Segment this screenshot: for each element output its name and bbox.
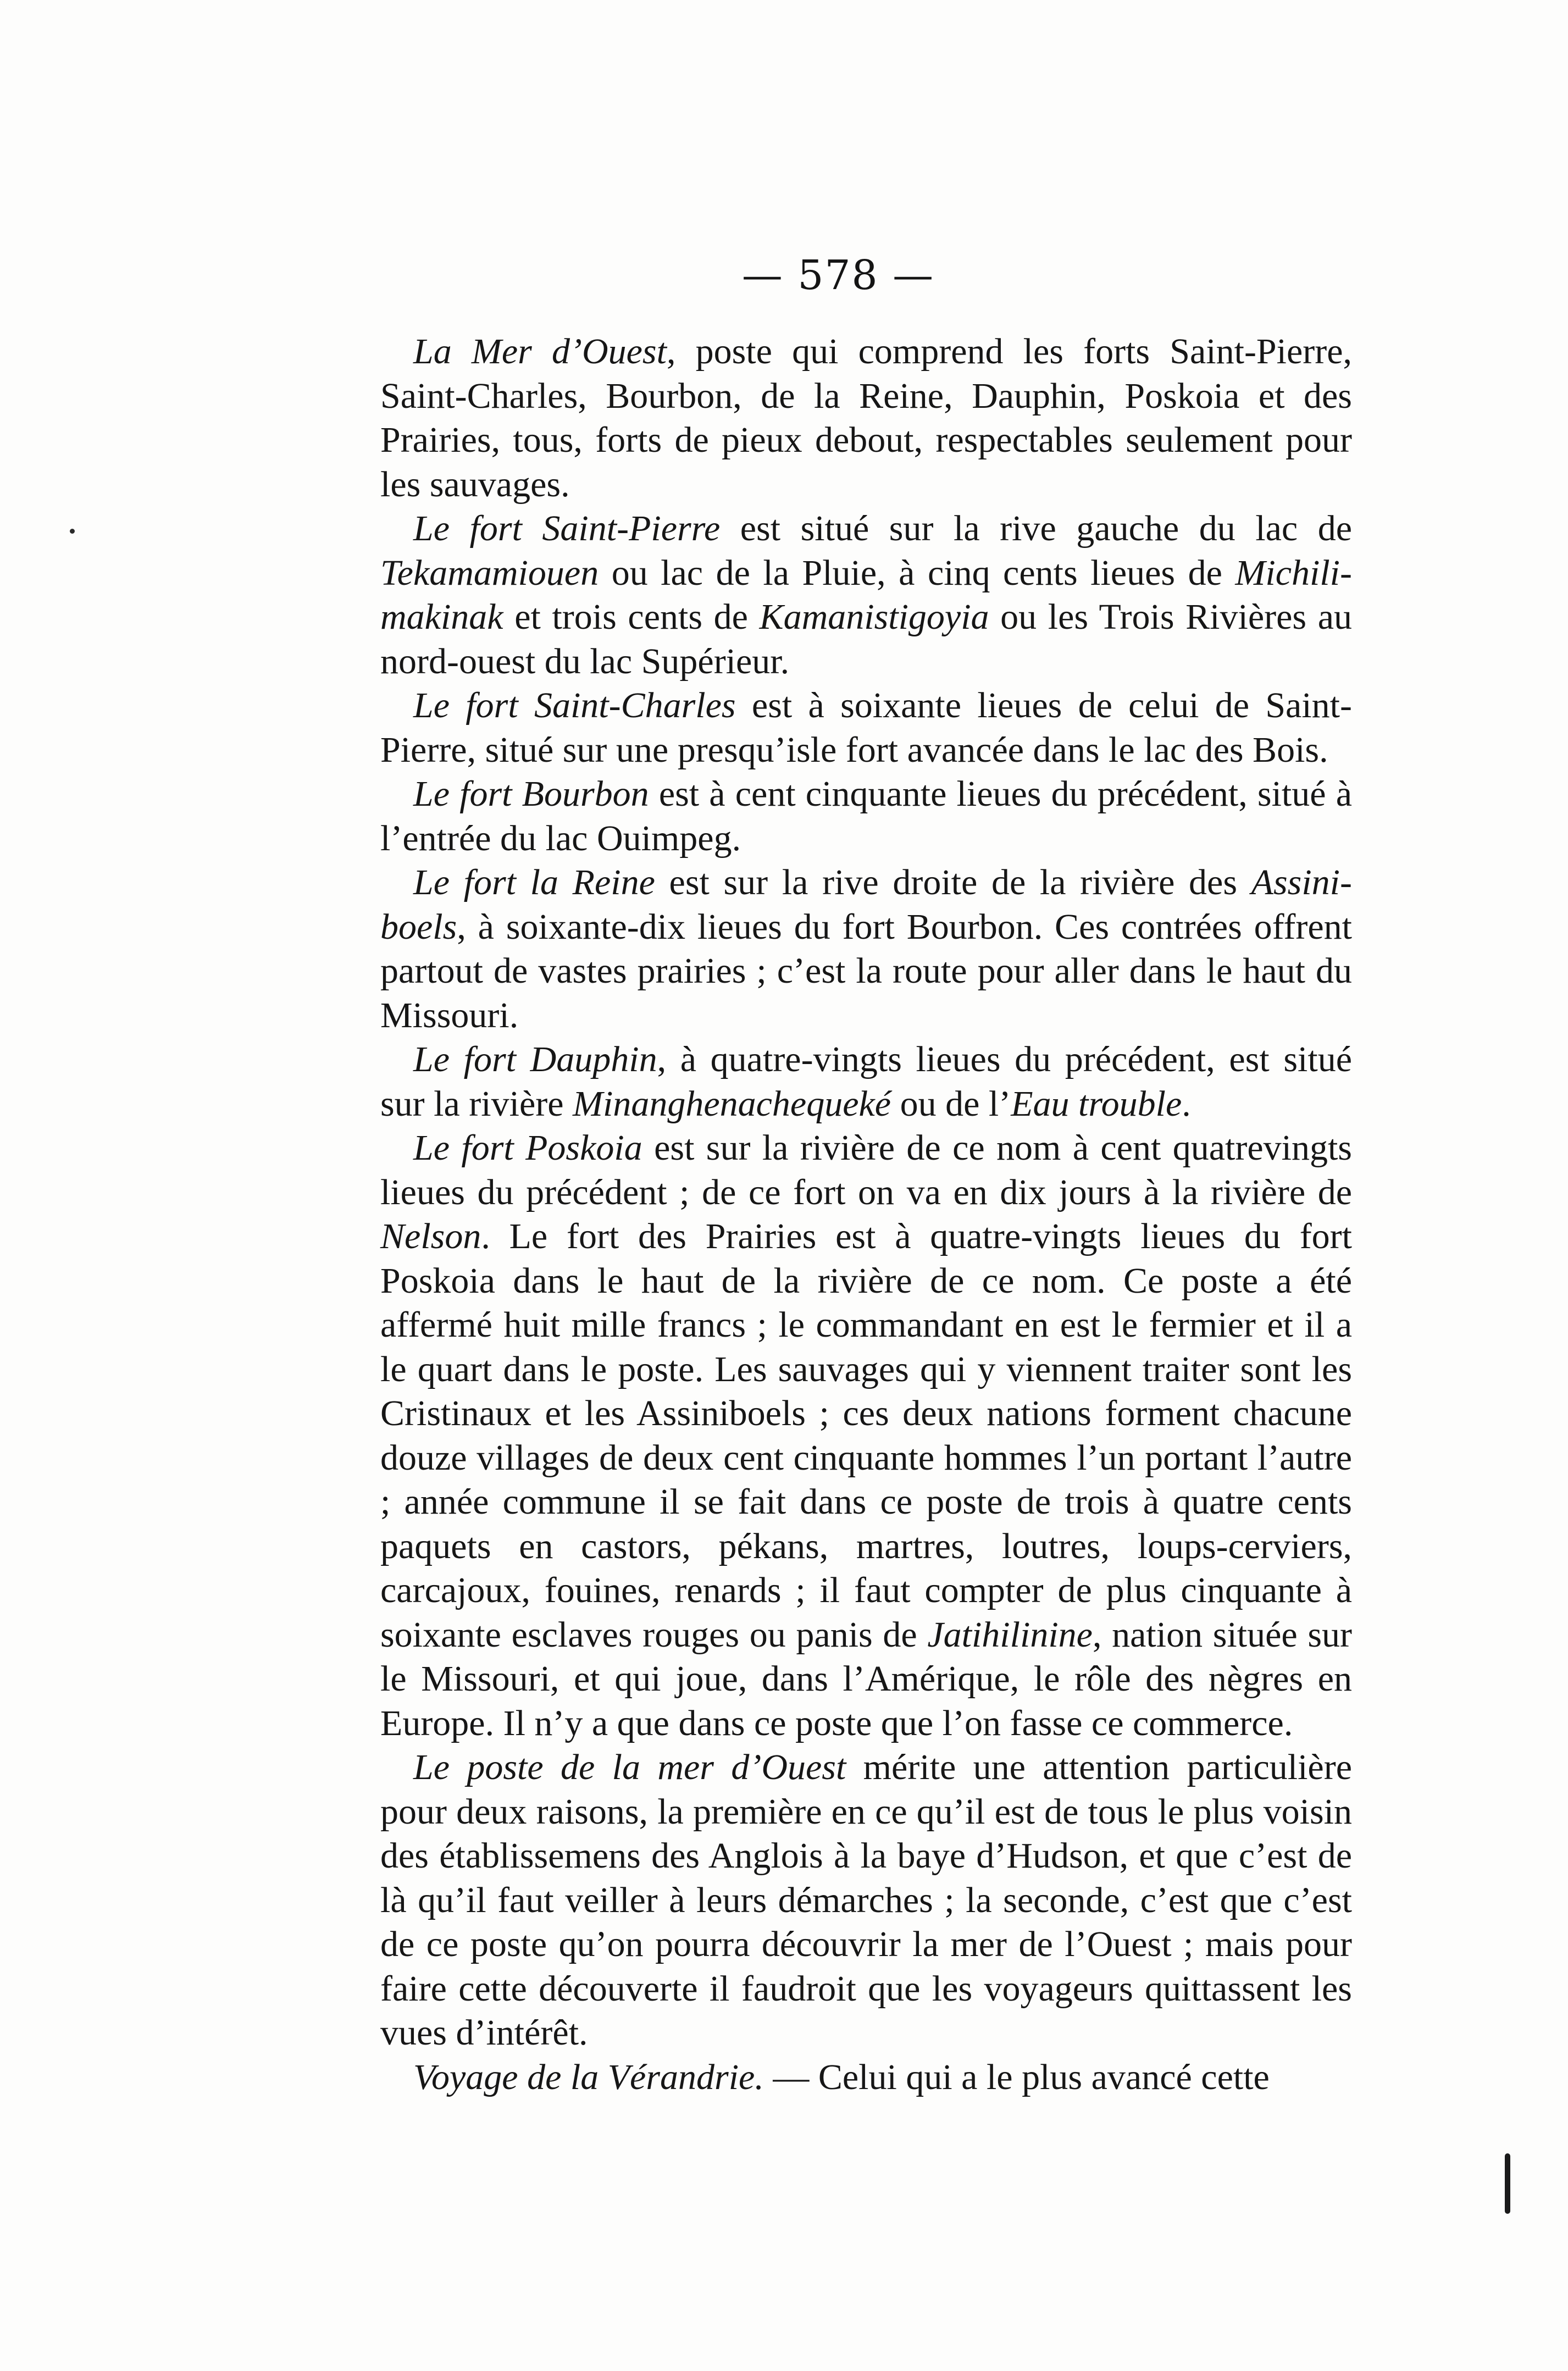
italic-segment: Le fort Saint-Charles [413,685,736,725]
paragraph [380,684,1352,772]
paragraph [380,1038,1352,1126]
italic-segment: Assiniboels [380,862,1352,947]
text-segment: — Celui qui a le plus avancé cette [763,2057,1270,2097]
page-number: — 578 — [741,252,935,299]
text-segment: ou les Trois Rivières au nord-ouest du lac Supérieur. [380,597,1352,682]
text-segment: et trois cents de [503,597,760,637]
italic-segment: Eau trouble [1011,1083,1182,1124]
paragraph [380,861,1352,1038]
italic-segment: Kamanistigoyia [759,597,989,637]
italic-segment: Le fort Dauphin [413,1039,657,1079]
text-segment: mérite une attention particulière pour deux raisons, la première en ce qu’il est de tous le plus voisin des établissemens des Anglois à la baye d’Hudson, et que c’est de là qu’il faut veiller à leurs démarches ; la seconde, c’est que c’est de ce poste qu’on pourra découvrir la mer de l’Ouest ; mais pour faire cette découverte il faudroit que les voyageurs quittassent les vues d’intérêt. [380,1747,1353,2053]
text-segment: . Le fort des Prairies est à quatre-vingts lieues du fort Poskoia dans le haut de la rivière de ce nom. Ce poste a été affermé huit mille francs ; le commandant en est le fermier et il a le quart dans le poste. Les sauvages qui y viennent traiter sont les Cristinaux et les Assiniboels ; ces deux nations forment chacune douze villages de deux cent cinquante hommes l’un portant l’autre ; année commune il se fait dans ce poste de trois à quatre cents paquets en castors, pékans, martres, loutres, loups-cerviers, carcajoux, fouines, renards ; il faut compter de plus cinquante à soixante esclaves rouges ou panis de [380,1216,1352,1655]
paragraph [380,507,1352,684]
italic-segment: Jatihilinine [927,1614,1093,1655]
paragraph [380,2056,1352,2100]
italic-segment: Le fort Bourbon [413,774,649,814]
margin-speck [70,529,75,534]
italic-segment: Le fort la Reine [413,862,655,902]
text-segment: est sur la rivière de ce nom à cent quatrevingts lieues du précédent ; de ce fort on va en dix jours à la rivière de [380,1128,1352,1212]
italic-segment: Tekamamiouen [380,552,599,593]
italic-segment: Minanghenachequeké [573,1083,891,1124]
text-segment: . [1182,1083,1191,1124]
paragraph [380,1126,1352,1746]
italic-segment: Le fort Saint-Pierre [413,508,721,549]
paragraph [380,330,1352,507]
paragraph [380,1746,1352,2056]
text-segment: , à quatre-vingts lieues du précédent, est situé sur la rivière [380,1039,1352,1124]
text-segment: est situé sur la rive gauche du lac de [720,508,1352,549]
body-text [380,330,1352,2099]
paragraph [380,772,1352,861]
italic-segment: Le fort Poskoia [413,1128,642,1168]
italic-segment: Michilimakinak [380,552,1352,637]
text-segment: ou lac de la Pluie, à cinq cents lieues de [599,552,1235,593]
italic-segment: La Mer d’Ouest [413,331,667,372]
text-segment: ou de l’ [891,1083,1011,1124]
italic-segment: Nelson [380,1216,481,1256]
text-segment: est à cent cinquante lieues du précédent, situé à l’entrée du lac Ouimpeg. [380,774,1353,858]
margin-bracket-mark [1505,2153,1510,2214]
text-segment: , à soixante-dix lieues du fort Bourbon. Ces contrées offrent partout de vastes prairies ; c’est la route pour aller dans le haut du Missouri. [380,906,1352,1035]
text-segment: , poste qui comprend les forts Saint-Pierre, Saint-Charles, Bourbon, de la Reine, Dauphin, Poskoia et des Prairies, tous, forts de pieux debout, respectables seulement pour les sauvages. [380,331,1353,505]
text-segment: est à soixante lieues de celui de Saint-Pierre, situé sur une presqu’isle fort avancée dans le lac des Bois. [380,685,1352,770]
italic-segment: Le poste de la mer d’Ouest [413,1747,846,1787]
text-segment: est sur la rive droite de la rivière des [655,862,1251,902]
italic-segment: Voyage de la Vérandrie. [413,2057,764,2097]
text-segment: , nation située sur le Missouri, et qui joue, dans l’Amérique, le rôle des nègres en Europe. Il n’y a que dans ce poste que l’on fasse ce commerce. [380,1614,1352,1743]
